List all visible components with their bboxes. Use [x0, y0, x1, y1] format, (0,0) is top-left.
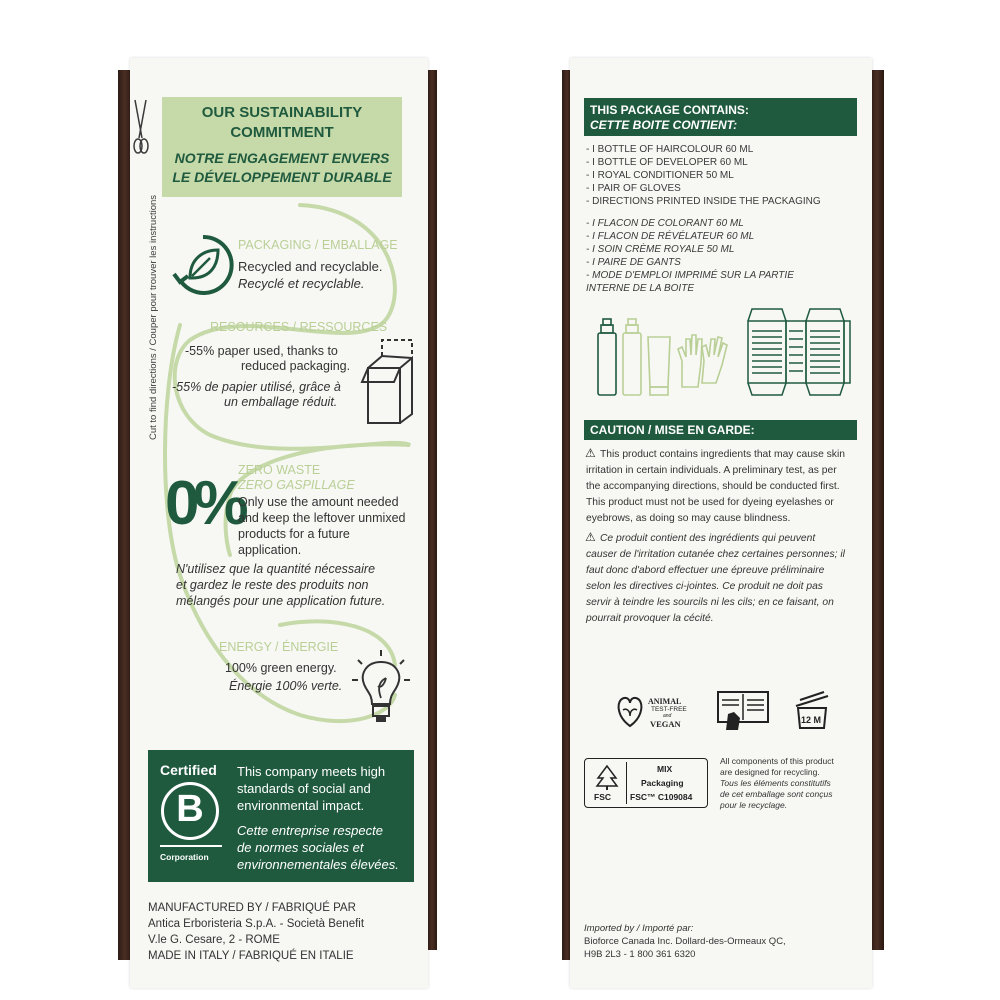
caution-title: CAUTION / MISE EN GARDE: [590, 423, 755, 437]
commitment-title-fr-1: NOTRE ENGAGEMENT ENVERS [174, 150, 390, 166]
fsc-packaging: Packaging [641, 778, 684, 788]
contains-fr-item: - I PAIRE DE GANTS [586, 257, 681, 268]
zero-waste-en-4: application. [238, 543, 302, 557]
packaging-en: Recycled and recyclable. [238, 259, 383, 274]
pao-text: 12 M [801, 715, 822, 725]
importer-line-2: Bioforce Canada Inc. Dollard-des-Ormeaux QC, [584, 936, 786, 947]
contains-title-fr: CETTE BOITE CONTIENT: [590, 118, 738, 132]
commitment-title-fr-2: LE DÉVELOPPEMENT DURABLE [172, 169, 392, 185]
zero-waste-en-3: products for a future [238, 527, 350, 541]
contains-en-item: - DIRECTIONS PRINTED INSIDE THE PACKAGING [586, 196, 821, 207]
zero-waste-en-2: and keep the leftover unmixed [238, 511, 406, 525]
contains-en-item: - I ROYAL CONDITIONER 50 ML [586, 170, 734, 181]
caution-fr-line: pourrait provoquer la cécité. [586, 613, 714, 624]
resources-en-1: -55% paper used, thanks to [185, 344, 338, 358]
zero-waste-en-1: Only use the amount needed [238, 495, 399, 509]
scissors-icon [130, 98, 152, 158]
energy-en: 100% green energy. [225, 661, 337, 675]
bcorp-fr-2: de normes sociales et [237, 840, 364, 855]
caution-fr-line: Ce produit contient des ingrédients qui peuvent [600, 533, 816, 544]
recycling-en-2: are designed for recycling. [720, 767, 820, 777]
resources-en-2: reduced packaging. [241, 359, 351, 373]
animal-text-2: TEST-FREE [651, 706, 687, 713]
bcorp-corporation: Corporation [160, 852, 209, 862]
zero-waste-heading-2: ZERO GASPILLAGE [238, 478, 355, 492]
bcorp-en-3: environmental impact. [237, 798, 365, 813]
energy-heading: ENERGY / ÉNERGIE [219, 640, 339, 654]
fsc-code: FSC™ C109084 [630, 792, 693, 802]
right-box-edge-right [870, 70, 884, 950]
resources-heading: RESOURCES / RESSOURCES [210, 320, 388, 334]
cut-instructions-text: Cut to find directions / Couper pour trouver les instructions [148, 194, 159, 440]
recycling-fr-3: pour le recyclage. [720, 800, 788, 810]
bcorp-logo-line [160, 845, 222, 847]
recycling-fr-1: Tous les éléments constitutifs [720, 778, 831, 788]
developer-bottle-icon [623, 319, 641, 395]
vegan-heart-icon [614, 692, 646, 730]
package-contents-illustration [590, 303, 852, 403]
animal-text-1: ANIMAL [648, 697, 682, 706]
caution-en-line: This product must not be used for dyeing eyelashes or [586, 497, 834, 508]
caution-en-line: eyebrows, as doing so may cause blindness. [586, 513, 791, 524]
caution-fr-line: faut donc d'abord effectuer une épreuve préliminaire [586, 565, 825, 576]
contains-fr-item: - I FLACON DE RÉVÉLATEUR 60 ML [586, 231, 755, 242]
caution-fr-line: causer de l'irritation cutanée chez certaines personnes; il [586, 549, 845, 560]
bcorp-en-1: This company meets high [237, 764, 386, 779]
bcorp-en-2: standards of social and [237, 781, 371, 796]
contains-en-item: - I BOTTLE OF HAIRCOLOUR 60 ML [586, 144, 754, 155]
conditioner-tube-icon [648, 337, 670, 395]
pao-jar-icon [792, 690, 832, 732]
gloves-icon [678, 335, 727, 387]
recycle-leaf-icon [170, 232, 236, 298]
caution-en-line: the accompanying directions, should be conducted first. [586, 481, 840, 492]
packaging-heading: PACKAGING / EMBALLAGE [238, 238, 398, 252]
bcorp-certified: Certified [160, 762, 217, 778]
warning-icon: ⚠ [585, 446, 596, 460]
lightbulb-icon [350, 648, 412, 726]
bottle-icon [598, 319, 616, 395]
zero-waste-fr-3: mélangés pour une application future. [176, 594, 386, 608]
bcorp-fr-3: environnementales élevées. [237, 857, 399, 872]
zero-waste-fr-2: et gardez le reste des produits non [176, 578, 369, 592]
importer-line-1: Imported by / Importé par: [584, 923, 694, 934]
caution-fr-line: selon les directives ci-jointes. Ce produit ne doit pas [586, 581, 823, 592]
resources-fr-1: -55% de papier utilisé, grâce à [172, 380, 341, 394]
manufacturer-line-3: V.le G. Cesare, 2 - ROME [148, 934, 280, 946]
caution-en-line: irritation in certain individuals. A preliminary test, as per [586, 465, 837, 476]
unfolded-box-icon [748, 309, 850, 395]
fsc-logo-text: FSC [594, 792, 611, 802]
importer-line-3: H9B 2L3 - 1 800 361 6320 [584, 949, 696, 960]
manufacturer-line-4: MADE IN ITALY / FABRIQUÉ EN ITALIE [148, 950, 354, 962]
bcorp-fr-1: Cette entreprise respecte [237, 823, 383, 838]
contains-title-en: THIS PACKAGE CONTAINS: [590, 103, 749, 117]
read-instructions-icon [716, 690, 770, 732]
commitment-title-en-2: COMMITMENT [230, 124, 334, 141]
caution-fr-line: servir à teindre les sourcils ni les cils; en ce faisant, on [586, 597, 834, 608]
energy-fr: Énergie 100% verte. [229, 679, 343, 693]
fsc-divider [626, 762, 627, 804]
box-icon [360, 338, 416, 430]
caution-en-line: This product contains ingredients that may cause skin [600, 449, 845, 460]
commitment-title-en-1: OUR SUSTAINABILITY [201, 104, 363, 121]
fsc-tree-icon [594, 764, 620, 790]
contains-en-item: - I PAIR OF GLOVES [586, 183, 681, 194]
recycling-fr-2: de cet emballage sont conçus [720, 789, 833, 799]
animal-text-3: and [663, 713, 672, 719]
contains-fr-item: - MODE D'EMPLOI IMPRIMÉ SUR LA PARTIE [586, 270, 794, 281]
resources-fr-2: un emballage réduit. [224, 395, 338, 409]
bcorp-logo-letter: B [176, 788, 204, 830]
contains-fr-item: - I SOIN CRÈME ROYALE 50 ML [586, 244, 735, 255]
fsc-mix: MIX [657, 764, 673, 774]
packaging-fr: Recyclé et recyclable. [238, 276, 365, 291]
animal-text-4: VEGAN [650, 719, 681, 729]
zero-waste-fr-1: N'utilisez que la quantité nécessaire [176, 562, 376, 576]
warning-icon-fr: ⚠ [585, 530, 596, 544]
recycling-en-1: All components of this product [720, 756, 834, 766]
contains-fr-item: INTERNE DE LA BOITE [586, 283, 694, 294]
manufacturer-line-2: Antica Erboristeria S.p.A. - Società Benefit [148, 918, 365, 930]
zero-waste-heading-1: ZERO WASTE [238, 463, 321, 477]
manufacturer-line-1: MANUFACTURED BY / FABRIQUÉ PAR [148, 902, 356, 914]
zero-percent-icon: 0% [165, 469, 243, 538]
contains-fr-item: - I FLACON DE COLORANT 60 ML [586, 218, 744, 229]
contains-en-item: - I BOTTLE OF DEVELOPER 60 ML [586, 157, 748, 168]
